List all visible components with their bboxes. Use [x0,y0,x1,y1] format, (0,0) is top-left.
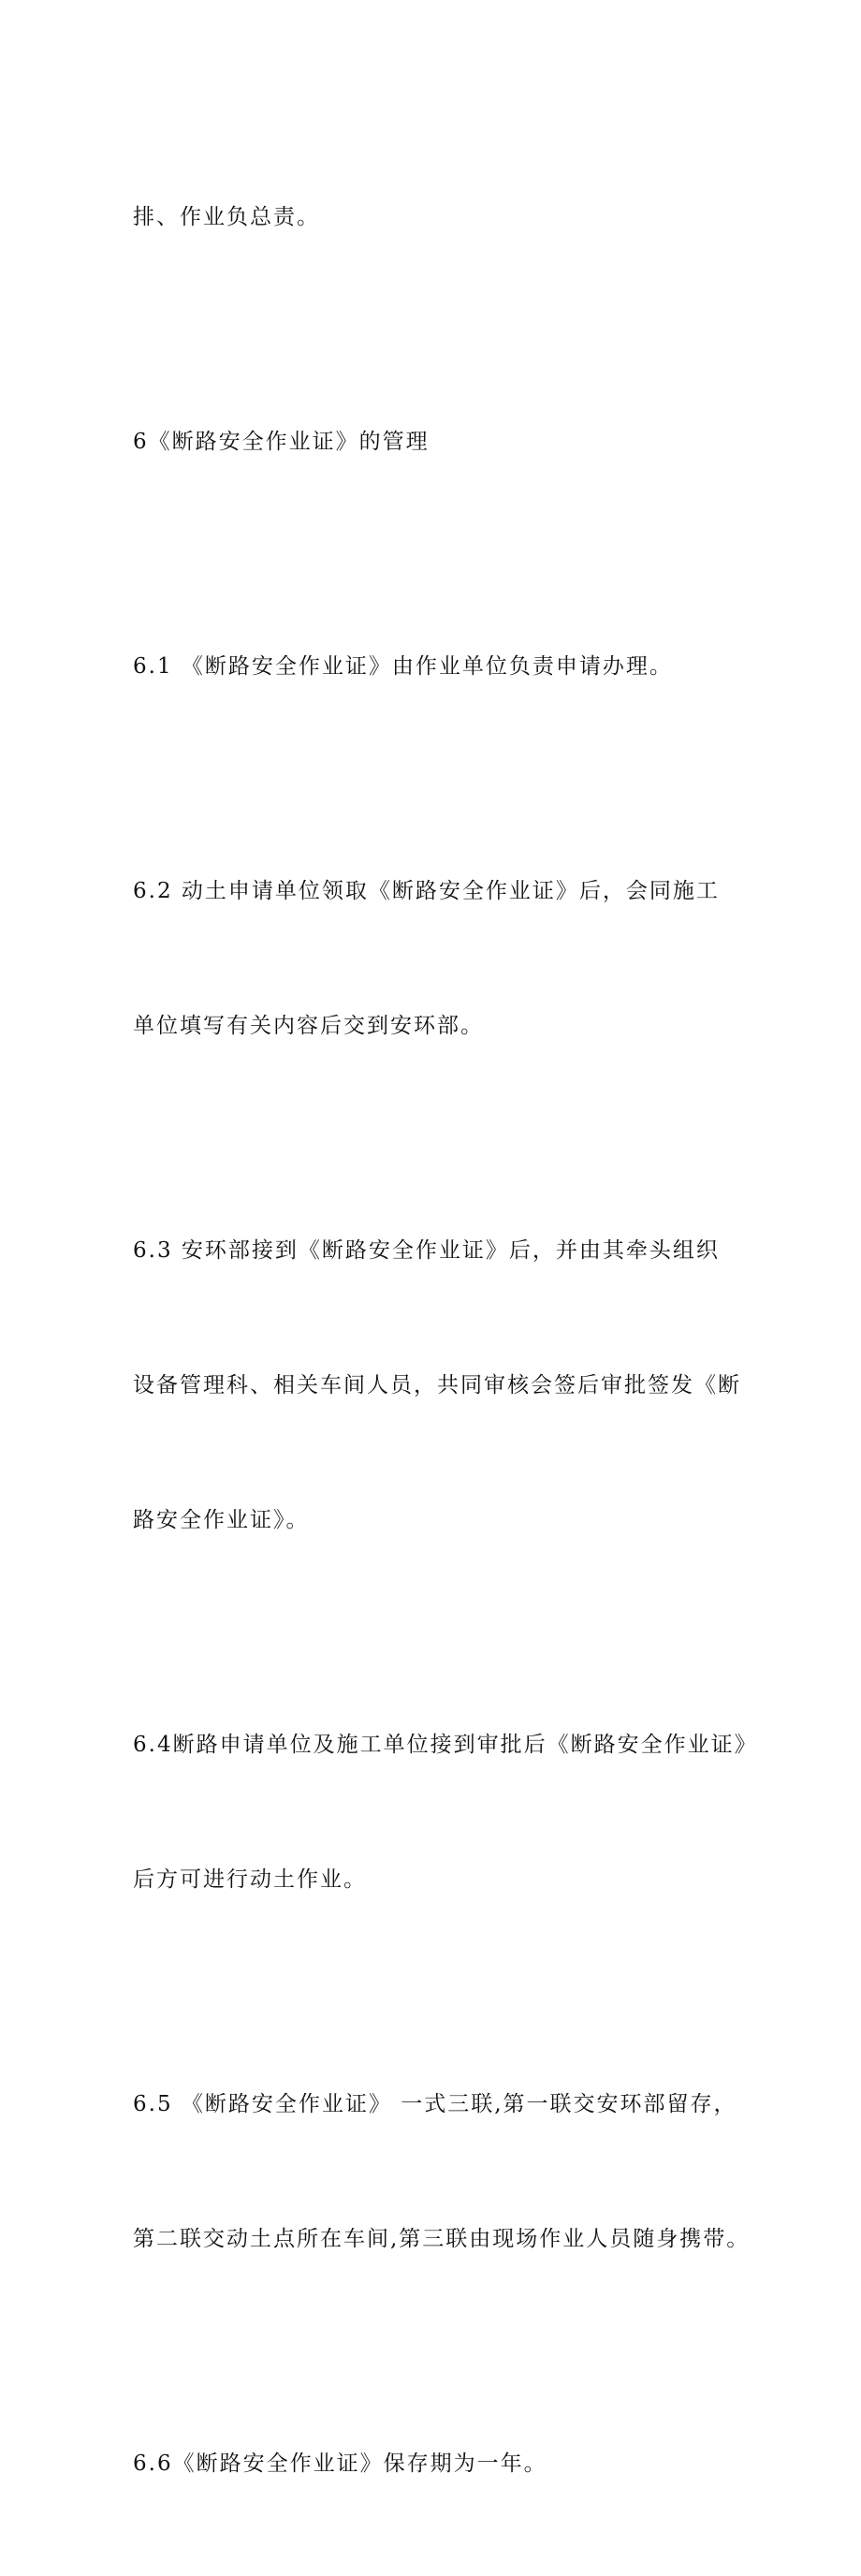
document-body [133,105,758,2576]
text-line: 6.6《断路安全作业证》保存期为一年。 [133,2452,547,2476]
clause-6-6 [133,2351,737,2576]
clause-6-2 [133,779,737,1138]
text-line: 6.1 《断路安全作业证》由作业单位负责申请办理。 [133,654,673,679]
section-title: 6《断路安全作业证》的管理 [133,430,430,454]
clause-6-1 [133,554,737,779]
text-line: 排、作业负总责。 [133,205,320,229]
section-heading-6 [133,329,737,554]
clause-6-3 [133,1138,741,1632]
text-line: 后方可进行动土作业。 [133,1867,367,1892]
paragraph-responsibility-end [133,105,737,329]
text-line: 6.5 《断路安全作业证》 一式三联,第一联交安环部留存， [133,2092,737,2116]
clause-6-5 [133,1992,751,2351]
text-line: 6.2 动土申请单位领取《断路安全作业证》后，会同施工 [133,879,720,903]
text-line: 6.4断路申请单位及施工单位接到审批后《断路安全作业证》 [133,1733,758,1757]
text-line: 路安全作业证》。 [133,1508,310,1532]
text-line: 设备管理科、相关车间人员，共同审核会签后审批签发《断 [133,1373,741,1398]
text-line: 第二联交动土点所在车间,第三联由现场作业人员随身携带。 [133,2227,751,2251]
text-line: 单位填写有关内容后交到安环部。 [133,1014,484,1038]
clause-6-4 [133,1632,758,1992]
text-line: 6.3 安环部接到《断路安全作业证》后，并由其牵头组织 [133,1238,720,1263]
